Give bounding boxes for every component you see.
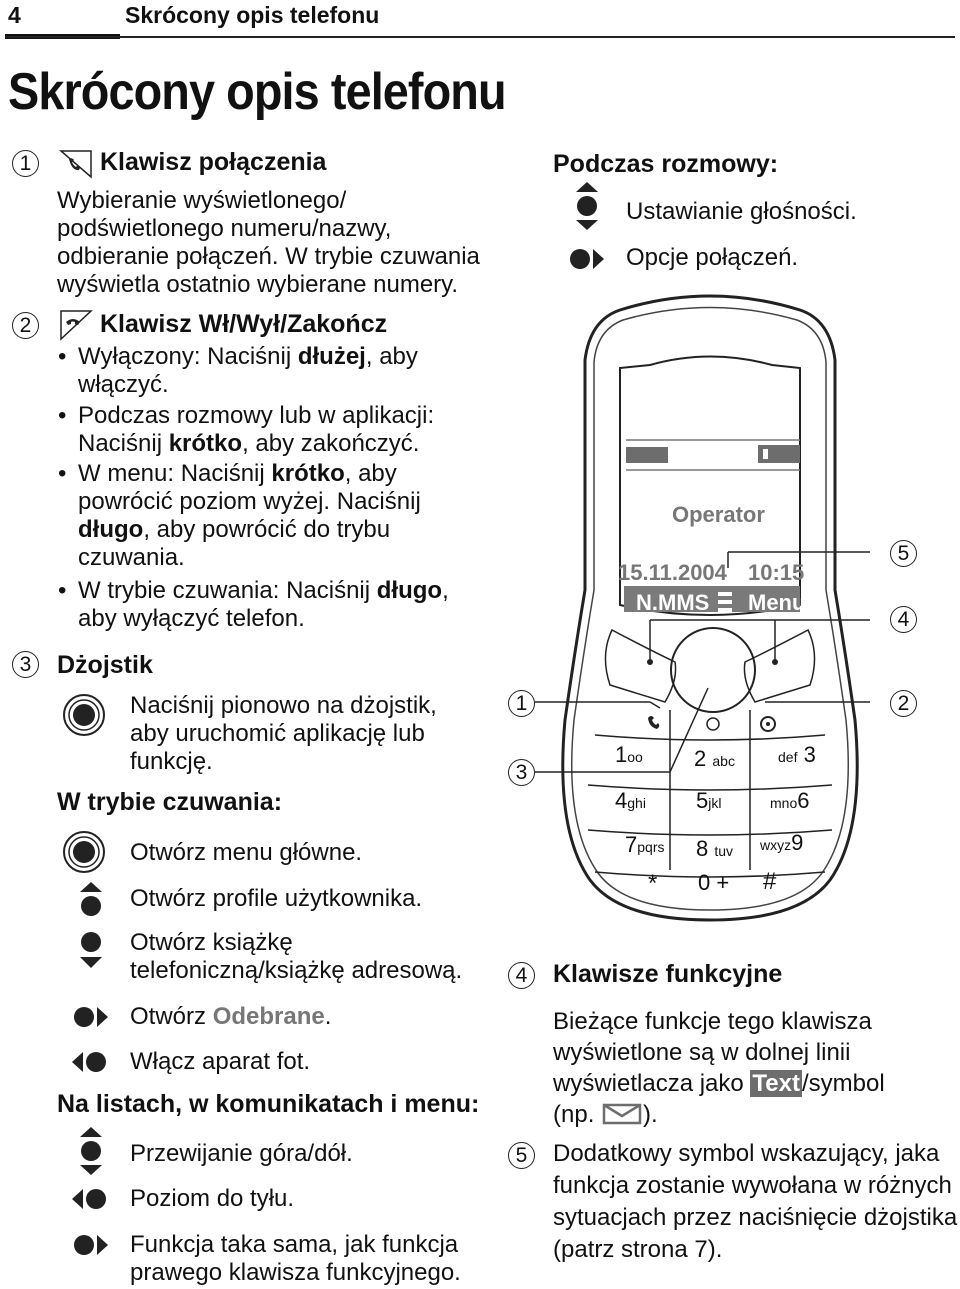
key-9: wxyz9 bbox=[760, 830, 804, 855]
screen-left-softkey: N.MMS bbox=[636, 590, 710, 615]
standby-a-text: Otwórz menu główne. bbox=[130, 839, 363, 866]
header-rule bbox=[5, 36, 955, 38]
item-number-2: 2 bbox=[12, 312, 39, 339]
callout-3: 3 bbox=[508, 759, 535, 786]
running-header: Skrócony opis telefonu bbox=[125, 2, 380, 28]
key-3: def 3 bbox=[778, 742, 816, 767]
key-6: mno6 bbox=[770, 788, 810, 813]
call-heading: Podczas rozmowy: bbox=[553, 150, 779, 178]
callout-1: 1 bbox=[508, 690, 535, 717]
item-number-5: 5 bbox=[508, 1142, 535, 1169]
lists-c-text: Funkcja taka sama, jak funkcja prawego klawisza funkcyjnego. bbox=[130, 1231, 461, 1286]
call-volume-text: Ustawianie głośności. bbox=[626, 198, 857, 225]
item1-title: Klawisz połączenia bbox=[100, 148, 327, 176]
callout-4: 4 bbox=[890, 606, 917, 633]
screen-time: 10:15 bbox=[748, 560, 805, 585]
lists-b-text: Poziom do tyłu. bbox=[130, 1185, 295, 1212]
lists-heading: Na listach, w komunikatach i menu: bbox=[57, 1090, 480, 1118]
key-0: 0 + bbox=[698, 870, 730, 895]
joystick-right-icon bbox=[70, 1233, 110, 1257]
joystick-right-icon bbox=[566, 247, 606, 271]
item2-bullet-4: • W trybie czuwania: Naciśnij długo, aby wyłączyć telefon. bbox=[58, 577, 449, 632]
item4-title: Klawisze funkcyjne bbox=[553, 960, 783, 988]
joystick-down-icon bbox=[76, 930, 106, 970]
joystick-left-icon bbox=[70, 1187, 110, 1211]
callout-5: 5 bbox=[890, 540, 917, 567]
call-key-icon bbox=[58, 148, 94, 180]
standby-heading: W trybie czuwania: bbox=[57, 788, 283, 816]
standby-c-text: Otwórz książkę telefoniczną/książkę adresową. bbox=[130, 929, 463, 984]
page-title: Skrócony opis telefonu bbox=[8, 63, 506, 121]
key-4: 4ghi bbox=[615, 788, 646, 813]
item1-text: Wybieranie wyświetlonego/ podświetlonego numeru/nazwy, odbieranie połączeń. W trybie czuwania wyświetla ostatnio wybierane numery. bbox=[57, 187, 480, 298]
key-hash: # bbox=[763, 868, 777, 895]
item-number-4: 4 bbox=[508, 962, 535, 989]
standby-d-text: Otwórz Odebrane. bbox=[130, 1003, 332, 1030]
joystick-press-text: Naciśnij pionowo na dżojstik, aby uruchomić aplikację lub funkcję. bbox=[130, 692, 437, 775]
key-2: 2 abc bbox=[694, 746, 735, 771]
joystick-up-down-icon bbox=[572, 180, 602, 232]
key-1: 1oo bbox=[615, 742, 643, 767]
page-number: 4 bbox=[8, 2, 21, 28]
screen-right-softkey: Menu bbox=[748, 590, 806, 615]
menu-symbol-icon bbox=[716, 590, 734, 614]
key-7: 7pqrs bbox=[625, 832, 665, 857]
envelope-icon bbox=[601, 1102, 643, 1126]
item2-bullet-2: • Podczas rozmowy lub w aplikacji: Naciśnij krótko, aby zakończyć. bbox=[58, 402, 435, 457]
screen-operator: Operator bbox=[672, 502, 765, 527]
key-star: * bbox=[648, 870, 658, 897]
key-5: 5jkl bbox=[696, 788, 722, 813]
screen-date: 15.11.2004 bbox=[618, 560, 727, 585]
joystick-press-icon bbox=[62, 693, 106, 737]
item2-bullet-1: • Wyłączony: Naciśnij dłużej, aby włączyć. bbox=[58, 343, 418, 398]
item-number-3: 3 bbox=[12, 651, 39, 678]
joystick-left-icon bbox=[70, 1050, 110, 1074]
call-options-text: Opcje połączeń. bbox=[626, 244, 799, 271]
item2-bullet-3: • W menu: Naciśnij krótko, aby powrócić poziom wyżej. Naciśnij długo, aby powrócić do trybu czuwania. bbox=[58, 460, 421, 571]
signal-icon bbox=[626, 447, 668, 463]
item3-title: Dżojstik bbox=[57, 651, 153, 679]
key-8: 8 tuv bbox=[696, 836, 734, 861]
item-number-1: 1 bbox=[12, 150, 39, 177]
standby-b-text: Otwórz profile użytkownika. bbox=[130, 885, 423, 912]
joystick-up-icon bbox=[76, 880, 106, 920]
callout-2: 2 bbox=[890, 690, 917, 717]
joystick-up-down-icon bbox=[76, 1125, 106, 1177]
item5-text: Dodatkowy symbol wskazujący, jaka funkcja zostanie wywołana w różnych sytuacjach przez naciśnięcie dżojstika (patrz strona 7). bbox=[553, 1140, 958, 1263]
joystick-right-icon bbox=[70, 1005, 110, 1029]
standby-e-text: Włącz aparat fot. bbox=[130, 1048, 311, 1075]
item4-text: Bieżące funkcje tego klawisza wyświetlone są w dolnej linii wyświetlacza jako Text/symbol (np. ). bbox=[553, 1008, 885, 1128]
end-key-icon bbox=[58, 308, 94, 342]
joystick-press-icon bbox=[62, 830, 106, 874]
item2-title: Klawisz Wł/Wył/Zakończ bbox=[100, 310, 388, 338]
lists-a-text: Przewijanie góra/dół. bbox=[130, 1140, 353, 1167]
